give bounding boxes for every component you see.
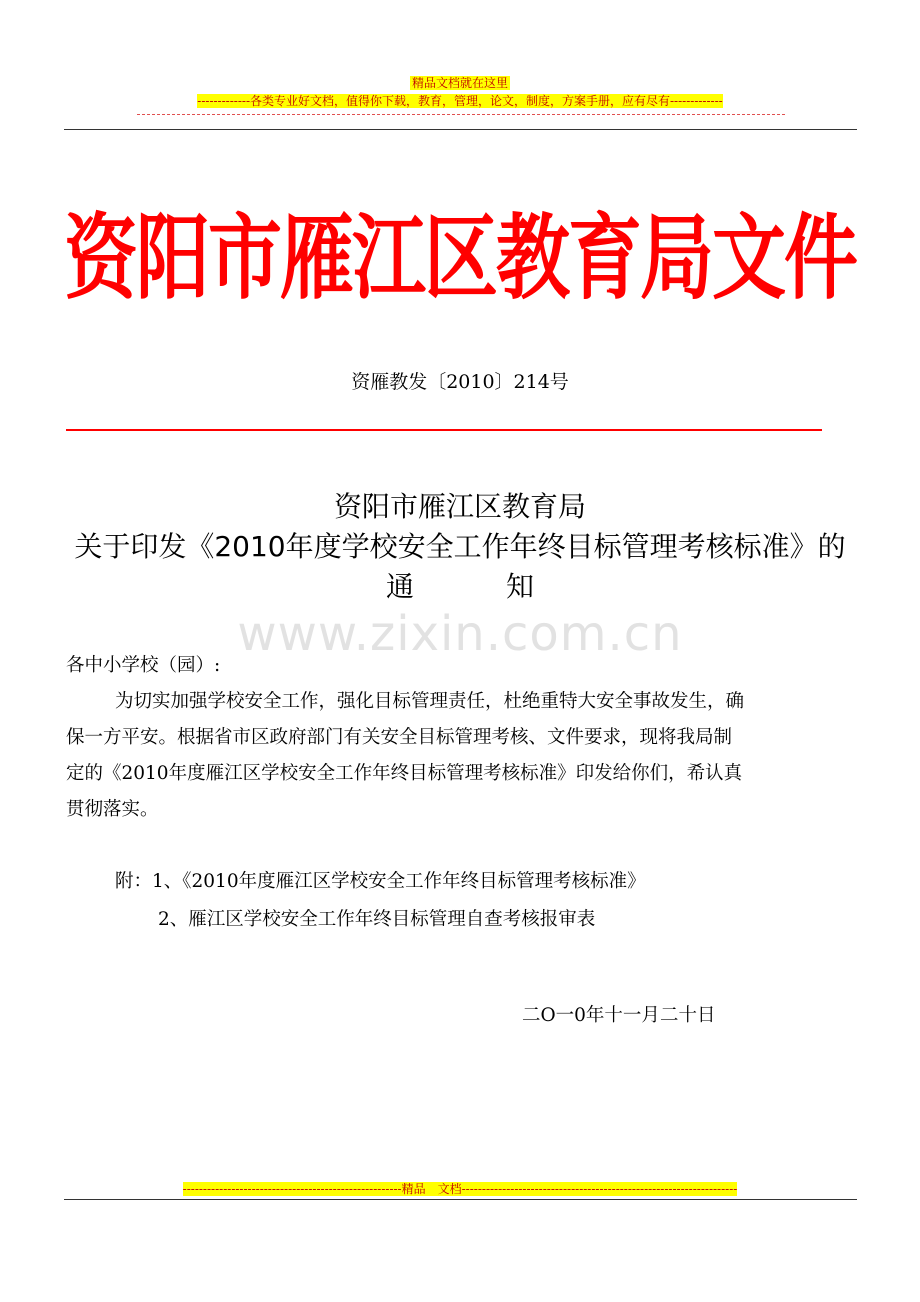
attachment-1: 附：1、《2010年度雁江区学校安全工作年终目标管理考核标准》 xyxy=(115,871,646,892)
issuer-title: 资阳市雁江区教育局文件 xyxy=(64,204,856,313)
footer-banner: ------------------------------------------------------精品 文档-------------------------------------------------------------------- xyxy=(182,1182,738,1196)
header-rule xyxy=(64,129,857,130)
subtitle-char-tong: 通 xyxy=(385,570,414,603)
paragraph-line3: 定的《2010年度雁江区学校安全工作年终目标管理考核标准》印发给你们，希认真 xyxy=(66,763,743,784)
footer-rule xyxy=(64,1199,857,1200)
paragraph-line1: 为切实加强学校安全工作，强化目标管理责任，杜绝重特大安全事故发生，确 xyxy=(115,691,745,712)
document-number: 资雁教发〔2010〕214号 xyxy=(351,371,569,393)
subtitle-line2: 关于印发《2010年度学校安全工作年终目标管理考核标准》的 xyxy=(74,530,846,563)
header-banner-line2: -------------各类专业好文档，值得你下载，教育，管理，论文，制度，方案手册，应有尽有------------- xyxy=(197,94,723,108)
issue-date: 二O一0年十一月二十日 xyxy=(522,1005,716,1026)
attachment-2: 2、雁江区学校安全工作年终目标管理自查考核报审表 xyxy=(158,909,596,930)
subtitle-line1: 资阳市雁江区教育局 xyxy=(333,490,586,523)
addressee: 各中小学校（园）: xyxy=(66,655,221,676)
watermark: www.zixin.com.cn xyxy=(237,606,683,662)
header-dashed-divider xyxy=(137,114,785,115)
subtitle-char-zhi: 知 xyxy=(506,570,535,603)
header-banner-line1: 精品文档就在这里 xyxy=(411,76,508,90)
paragraph-line2: 保一方平安。根据省市区政府部门有关安全目标管理考核、文件要求，现将我局制 xyxy=(66,727,733,748)
subtitle-line3 xyxy=(0,567,920,607)
paragraph-line4: 贯彻落实。 xyxy=(66,799,159,820)
red-divider xyxy=(66,429,822,431)
